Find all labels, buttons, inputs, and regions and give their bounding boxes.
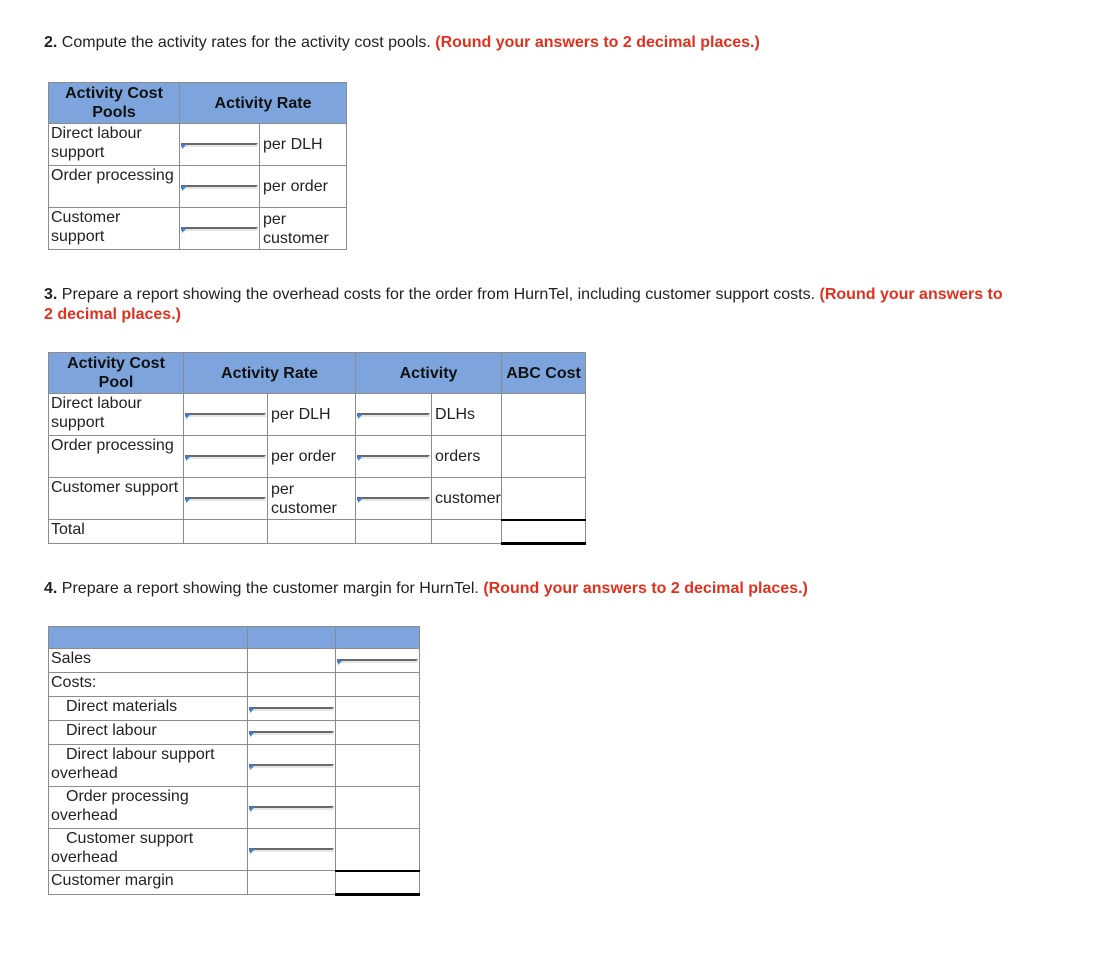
q4-number: 4. xyxy=(44,580,58,597)
rate-input-order[interactable] xyxy=(181,185,258,189)
dls-overhead-input[interactable] xyxy=(249,764,334,768)
header-activity-rate: Activity Rate xyxy=(180,83,347,124)
customer-margin-table xyxy=(48,626,420,896)
pool-label: Customer support xyxy=(49,208,180,250)
pool-label: Customer support xyxy=(49,478,184,520)
op-overhead-label xyxy=(49,787,248,829)
overhead-costs-table xyxy=(48,352,586,545)
customer-margin-label: Customer margin xyxy=(49,871,248,895)
pool-label: Direct labour support xyxy=(49,394,184,436)
activity-unit-label: DLHs xyxy=(432,394,502,436)
rate-input-cell[interactable] xyxy=(184,394,268,436)
cs-overhead-line1: Customer support xyxy=(66,830,194,847)
unit-label: per customer xyxy=(260,208,347,250)
empty-cell xyxy=(336,721,420,745)
activity-unit-label: customer xyxy=(432,478,502,520)
rate-input-customer[interactable] xyxy=(181,227,258,231)
unit-label: per order xyxy=(268,436,356,478)
empty-cell xyxy=(336,745,420,787)
op-overhead-input-cell[interactable] xyxy=(248,787,336,829)
direct-labour-input[interactable] xyxy=(249,731,334,735)
direct-materials-input[interactable] xyxy=(249,707,334,711)
cs-overhead-line2: overhead xyxy=(51,849,118,866)
op-overhead-line1: Order processing xyxy=(66,788,189,805)
sales-label: Sales xyxy=(49,649,248,673)
q2-text: Compute the activity rates for the activity cost pools. xyxy=(61,34,431,51)
empty-cell xyxy=(356,520,432,544)
empty-cell xyxy=(248,649,336,673)
activity-input-cell[interactable] xyxy=(356,478,432,520)
q3-note: (Round your answers to 2 decimal places.) xyxy=(44,286,1003,323)
total-label: Total xyxy=(49,520,184,544)
empty-cell xyxy=(336,787,420,829)
header-activity-cost-pool: Activity Cost Pool xyxy=(49,353,184,394)
rate-input-cell[interactable] xyxy=(184,436,268,478)
rate-input-cell[interactable] xyxy=(184,478,268,520)
dls-overhead-line2: overhead xyxy=(51,765,118,782)
empty-cell xyxy=(268,520,356,544)
q2-note: (Round your answers to 2 decimal places.) xyxy=(435,34,760,51)
rate-input-dls[interactable] xyxy=(185,413,266,417)
empty-cell xyxy=(248,673,336,697)
abc-cost-cell xyxy=(502,436,586,478)
activity-rates-table xyxy=(48,82,347,250)
cs-overhead-label xyxy=(49,829,248,871)
dls-overhead-label xyxy=(49,745,248,787)
activity-input-dls[interactable] xyxy=(357,413,430,417)
header-blank xyxy=(49,627,248,649)
cs-overhead-input[interactable] xyxy=(249,848,334,852)
empty-cell xyxy=(184,520,268,544)
q3-text: Prepare a report showing the overhead costs for the order from HurnTel, including customer support costs. xyxy=(61,286,816,303)
empty-cell xyxy=(336,673,420,697)
q3-prompt xyxy=(44,285,1004,325)
unit-label: per customer xyxy=(268,478,356,520)
total-abc-cost-cell xyxy=(502,520,586,544)
empty-cell xyxy=(336,697,420,721)
empty-cell xyxy=(432,520,502,544)
q2-number: 2. xyxy=(44,34,58,51)
cs-overhead-input-cell[interactable] xyxy=(248,829,336,871)
q2-prompt xyxy=(44,33,1004,53)
sales-input-cell[interactable] xyxy=(336,649,420,673)
q4-note: (Round your answers to 2 decimal places.) xyxy=(483,580,808,597)
direct-labour-label: Direct labour xyxy=(49,721,248,745)
activity-input-customer[interactable] xyxy=(357,497,430,501)
rate-input-dls[interactable] xyxy=(181,143,258,147)
unit-label: per DLH xyxy=(268,394,356,436)
customer-margin-cell xyxy=(336,871,420,895)
pool-label: Direct labour support xyxy=(49,124,180,166)
abc-cost-cell xyxy=(502,478,586,520)
op-overhead-input[interactable] xyxy=(249,806,334,810)
sales-input[interactable] xyxy=(337,659,418,663)
rate-input-cell[interactable] xyxy=(180,124,260,166)
header-activity-cost-pools: Activity Cost Pools xyxy=(49,83,180,124)
activity-input-cell[interactable] xyxy=(356,436,432,478)
dls-overhead-input-cell[interactable] xyxy=(248,745,336,787)
abc-cost-cell xyxy=(502,394,586,436)
unit-label: per DLH xyxy=(260,124,347,166)
q4-prompt xyxy=(44,579,1004,599)
activity-input-cell[interactable] xyxy=(356,394,432,436)
header-activity-rate: Activity Rate xyxy=(184,353,356,394)
q4-text: Prepare a report showing the customer margin for HurnTel. xyxy=(61,580,479,597)
q3-number: 3. xyxy=(44,286,58,303)
rate-input-customer[interactable] xyxy=(185,497,266,501)
header-activity: Activity xyxy=(356,353,502,394)
pool-label: Order processing xyxy=(49,166,180,208)
activity-input-orders[interactable] xyxy=(357,455,430,459)
costs-label: Costs: xyxy=(49,673,248,697)
pool-label: Order processing xyxy=(49,436,184,478)
rate-input-cell[interactable] xyxy=(180,166,260,208)
rate-input-cell[interactable] xyxy=(180,208,260,250)
empty-cell xyxy=(248,871,336,895)
unit-label: per order xyxy=(260,166,347,208)
header-blank xyxy=(248,627,336,649)
rate-input-order[interactable] xyxy=(185,455,266,459)
op-overhead-line2: overhead xyxy=(51,807,118,824)
direct-materials-label: Direct materials xyxy=(49,697,248,721)
activity-unit-label: orders xyxy=(432,436,502,478)
direct-materials-input-cell[interactable] xyxy=(248,697,336,721)
empty-cell xyxy=(336,829,420,871)
dls-overhead-line1: Direct labour support xyxy=(66,746,215,763)
header-abc-cost: ABC Cost xyxy=(502,353,586,394)
header-blank xyxy=(336,627,420,649)
direct-labour-input-cell[interactable] xyxy=(248,721,336,745)
